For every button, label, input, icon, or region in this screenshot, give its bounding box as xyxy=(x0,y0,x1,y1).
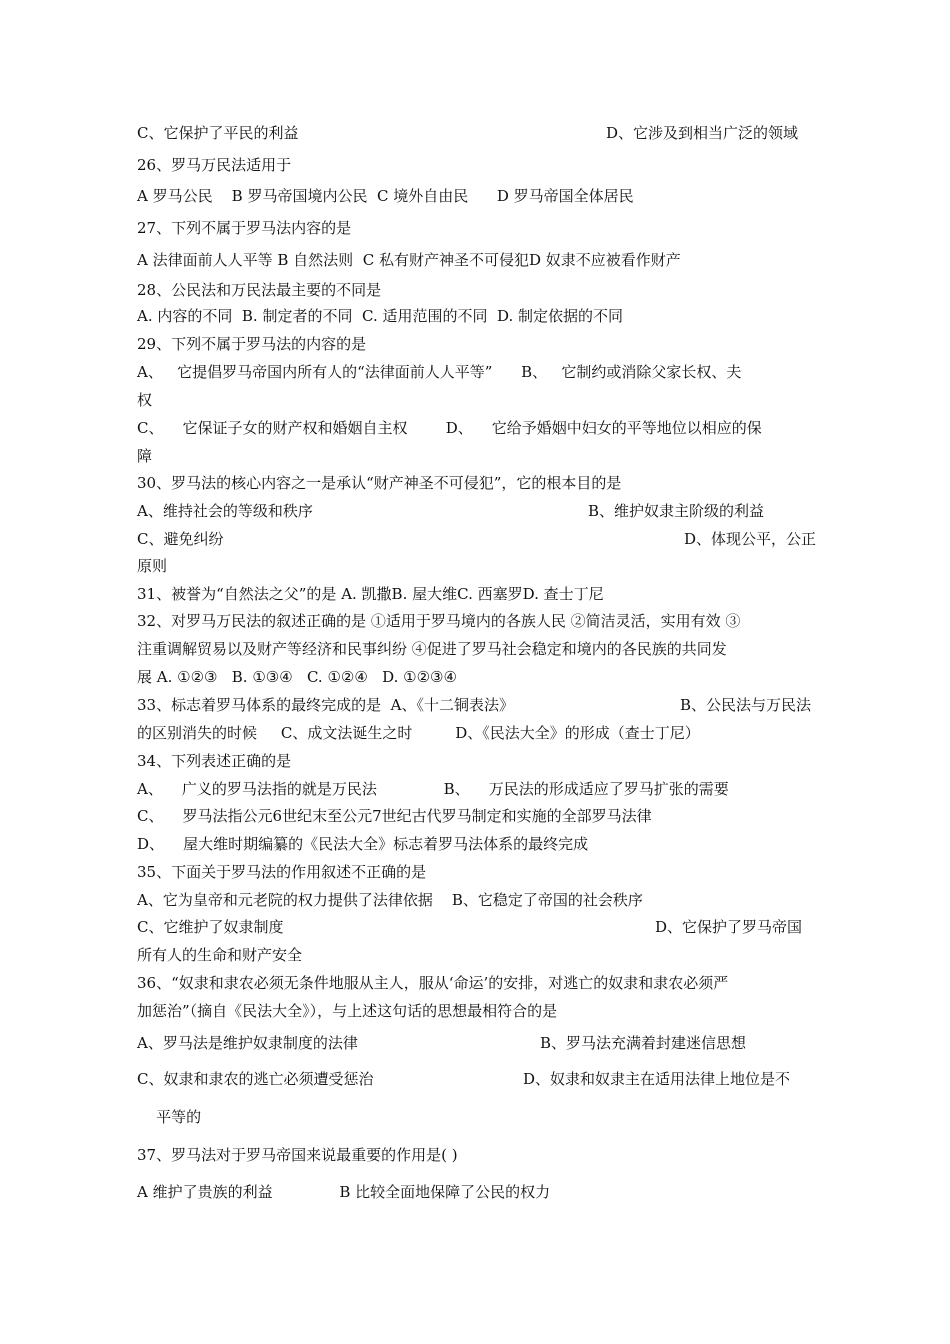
text-line: A、它为皇帝和元老院的权力提供了法律依据 B、它稳定了帝国的社会秩序 xyxy=(137,891,643,909)
text-line-right: D、体现公平，公正 xyxy=(684,530,817,548)
question-33: 33、标志着罗马体系的最终完成的是 A、《十二铜表法》 xyxy=(137,696,514,714)
question-36: 36、“奴隶和隶农必须无条件地服从主人，服从‘命运’的安排，对逃亡的奴隶和隶农必须严 xyxy=(137,974,729,992)
text-line: A 法律面前人人平等 B 自然法则 C 私有财产神圣不可侵犯D 奴隶不应被看作财产 xyxy=(137,251,681,269)
text-line: 平等的 xyxy=(137,1108,202,1126)
text-line: 所有人的生命和财产安全 xyxy=(137,946,303,964)
text-line: 障 xyxy=(137,447,153,465)
text-line: A、 广义的罗马法指的就是万民法 B、 万民法的形成适应了罗马扩张的需要 xyxy=(137,780,729,798)
text-line: C、它维护了奴隶制度 xyxy=(137,918,284,936)
text-line: 权 xyxy=(137,391,153,409)
text-line: A 维护了贵族的利益 B 比较全面地保障了公民的权力 xyxy=(137,1183,551,1201)
question-28: 28、公民法和万民法最主要的不同是 xyxy=(137,281,382,299)
text-line-right: D、奴隶和奴隶主在适用法律上地位是不 xyxy=(523,1070,791,1088)
text-line: 原则 xyxy=(137,557,168,575)
text-line-right: B、维护奴隶主阶级的利益 xyxy=(588,502,765,520)
text-line: A 罗马公民 B 罗马帝国境内公民 C 境外自由民 D 罗马帝国全体居民 xyxy=(137,187,634,205)
text-line-right: D、它保护了罗马帝国 xyxy=(655,918,803,936)
question-27: 27、下列不属于罗马法内容的是 xyxy=(137,219,352,237)
text-line-right: B、罗马法充满着封建迷信思想 xyxy=(540,1034,747,1052)
text-line: C、 罗马法指公元6世纪末至公元7世纪古代罗马制定和实施的全部罗马法律 xyxy=(137,807,652,825)
text-line: 加惩治”（摘自《民法大全》），与上述这句话的思想最相符合的是 xyxy=(137,1002,558,1020)
text-line: C、避免纠纷 xyxy=(137,530,224,548)
question-32: 32、对罗马万民法的叙述正确的是 ①适用于罗马境内的各族人民 ②简洁灵活，实用有效 ③ xyxy=(137,612,741,630)
text-line: C、它保护了平民的利益 xyxy=(137,124,299,142)
text-line: A、 它提倡罗马帝国内所有人的“法律面前人人平等” B、 它制约或消除父家长权、夫 xyxy=(137,363,742,381)
question-29: 29、下列不属于罗马法的内容的是 xyxy=(137,335,367,353)
text-line: 注重调解贸易以及财产等经济和民事纠纷 ④促进了罗马社会稳定和境内的各民族的共同发 xyxy=(137,640,727,658)
question-31: 31、被誉为“自然法之父”的是 A. 凯撒B. 屋大维C. 西塞罗D. 查士丁尼 xyxy=(137,585,604,603)
text-line-right: D、它涉及到相当广泛的领域 xyxy=(606,124,799,142)
text-line: 展 A. ①②③ B. ①③④ C. ①②④ D. ①②③④ xyxy=(137,668,457,686)
question-34: 34、下列表述正确的是 xyxy=(137,752,292,770)
text-line: C、奴隶和隶农的逃亡必须遭受惩治 xyxy=(137,1070,374,1088)
text-line: A、维持社会的等级和秩序 xyxy=(137,502,313,520)
text-line: D、 屋大维时期编纂的《民法大全》标志着罗马法体系的最终完成 xyxy=(137,835,589,853)
text-line: A. 内容的不同 B. 制定者的不同 C. 适用范围的不同 D. 制定依据的不同 xyxy=(137,307,624,325)
text-line: 的区别消失的时候 C、成文法诞生之时 D、《民法大全》的形成（查士丁尼） xyxy=(137,724,700,742)
text-line: A、罗马法是维护奴隶制度的法律 xyxy=(137,1034,358,1052)
question-26: 26、罗马万民法适用于 xyxy=(137,156,292,174)
text-line-right: B、公民法与万民法 xyxy=(680,696,812,714)
question-37: 37、罗马法对于罗马帝国来说最重要的作用是( ) xyxy=(137,1146,458,1164)
question-30: 30、罗马法的核心内容之一是承认“财产神圣不可侵犯”，它的根本目的是 xyxy=(137,474,622,492)
text-line: C、 它保证子女的财产权和婚姻自主权 D、 它给予婚姻中妇女的平等地位以相应的保 xyxy=(137,419,762,437)
question-35: 35、下面关于罗马法的作用叙述不正确的是 xyxy=(137,863,427,881)
